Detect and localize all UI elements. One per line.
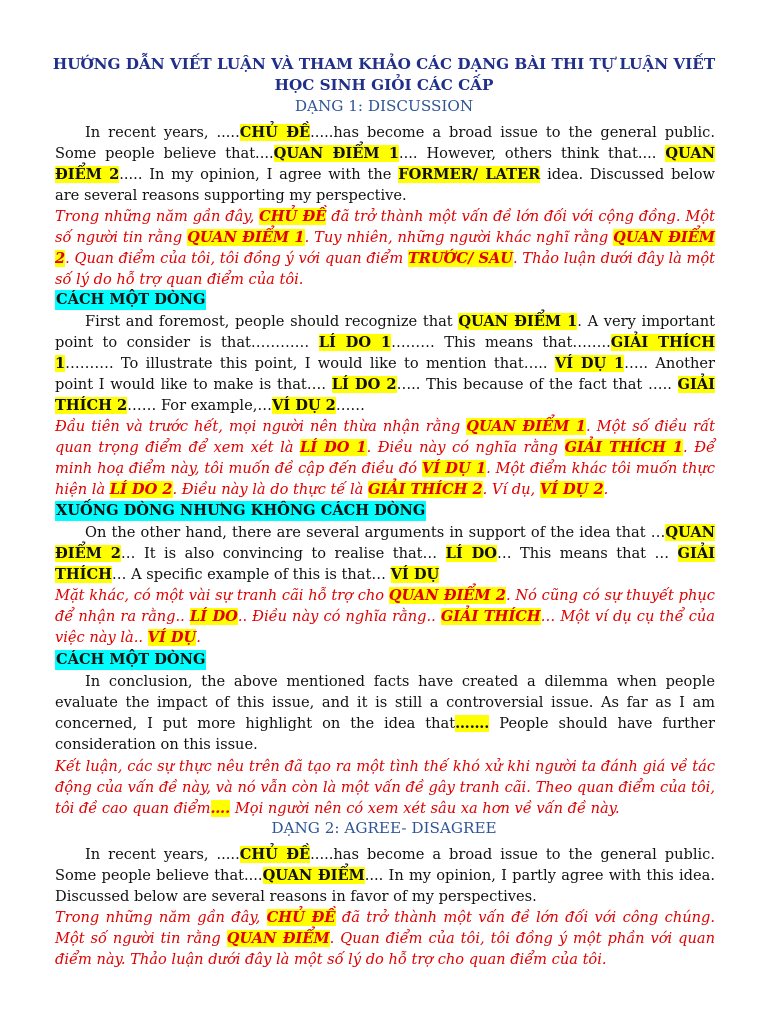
paragraph-conclusion-vn: Kết luận, các sự thực nêu trên đã tạo ra một tình thế khó xử khi người ta đánh giá về tác động của vấn đề này, và nó vẫn còn là một vấn đề gây tranh cãi. Theo quan điểm của tôi, tôi đề cao quan điểm…. Mọi người nên có xem xét sâu xa hơn về vấn đề này. bbox=[55, 757, 715, 817]
paragraph-body2-en: On the other hand, there are several arguments in support of the idea that …QUAN ĐIỂM 2… It is also convincing to realise that… LÍ DO… This means that … GIẢI THÍCH… A specific example of this is that… VÍ DỤ bbox=[55, 523, 715, 583]
highlight-view-2-body: QUAN ĐIỂM 2 bbox=[55, 523, 715, 562]
highlight-dots: ……. bbox=[455, 715, 490, 732]
highlight-example-1-vn: VÍ DỤ 1 bbox=[421, 460, 487, 477]
paragraph-body2-vn: Mặt khác, có một vài sự tranh cãi hỗ trợ cho QUAN ĐIỂM 2. Nó cũng có sự thuyết phục để nhận ra rằng.. LÍ DO.. Điều này có nghĩa rằng.. GIẢI THÍCH… Một ví dụ cụ thể của việc này là.. VÍ DỤ. bbox=[55, 586, 715, 646]
highlight-explain-vn: GIẢI THÍCH bbox=[440, 607, 541, 625]
highlight-example: VÍ DỤ bbox=[390, 566, 440, 583]
highlight-example-2-vn: VÍ DỤ 2 bbox=[539, 481, 604, 499]
paragraph-d2-intro-en: In recent years, .....CHỦ ĐỀ.....has become a broad issue to the general public. Some people believe that....QUAN ĐIỂM.... In my opinion, I partly agree with this idea. Discussed below are several reasons in favor of my perspectives. bbox=[55, 845, 715, 905]
document-title-line2: HỌC SINH GIỎI CÁC CẤP bbox=[274, 76, 494, 94]
highlight-explain-2: GIẢI THÍCH 2 bbox=[55, 376, 715, 415]
highlight-topic: CHỦ ĐỀ bbox=[239, 123, 311, 141]
section-heading-discussion: DẠNG 1: DISCUSSION bbox=[294, 97, 474, 115]
highlight-reason-1: LÍ DO 1 bbox=[318, 333, 392, 351]
highlight-view-1-vn: QUAN ĐIỂM 1 bbox=[187, 228, 305, 246]
highlight-former-later: FORMER/ LATER bbox=[398, 166, 541, 183]
highlight-view-2-body-vn: QUAN ĐIỂM 2 bbox=[388, 586, 506, 604]
highlight-before-after-vn: TRƯỚC/ SAU bbox=[407, 250, 514, 267]
highlight-view-1-body: QUAN ĐIỂM 1 bbox=[458, 312, 578, 330]
section-label-no-blank-line: XUỐNG DÒNG NHƯNG KHÔNG CÁCH DÒNG bbox=[56, 502, 426, 519]
paragraph-d2-intro-vn: Trong những năm gần đây, CHỦ ĐỀ đã trở thành một vấn đề lớn đối với công chúng. Một số người tin rằng QUAN ĐIỂM. Quan điểm của tôi, tôi đồng ý một phần với quan điểm này. Thảo luận dưới đây là một số lý do hỗ trợ cho quan điểm của tôi. bbox=[55, 908, 716, 968]
highlight-explain-1-vn: GIẢI THÍCH 1 bbox=[564, 438, 684, 456]
document-title-line1: HƯỚNG DẪN VIẾT LUẬN VÀ THAM KHẢO CÁC DẠNG BÀI THI TỰ LUẬN VIẾT bbox=[52, 55, 716, 73]
highlight-example-vn: VÍ DỤ bbox=[147, 629, 197, 646]
highlight-explain-2-vn: GIẢI THÍCH 2 bbox=[368, 481, 483, 499]
section-heading-agree-disagree: DẠNG 2: AGREE- DISAGREE bbox=[271, 819, 497, 837]
highlight-view-2-vn: QUAN ĐIỂM 2 bbox=[55, 228, 716, 267]
highlight-explain: GIẢI THÍCH bbox=[55, 544, 715, 583]
highlight-view-1: QUAN ĐIỂM 1 bbox=[273, 144, 399, 162]
highlight-reason-vn: LÍ DO bbox=[189, 607, 238, 625]
highlight-example-1: VÍ DỤ 1 bbox=[554, 355, 625, 372]
paragraph-body1-vn: Đầu tiên và trước hết, mọi người nên thừa nhận rằng QUAN ĐIỂM 1. Một số điều rất quan trọng điểm để xem xét là LÍ DO 1. Điều này có nghĩa rằng GIẢI THÍCH 1. Để minh hoạ điểm này, tôi muốn đề cập đến điều đó VÍ DỤ 1. Một điểm khác tôi muốn thực hiện là LÍ DO 2. Điều này là do thực tế là GIẢI THÍCH 2. Ví dụ, VÍ DỤ 2. bbox=[55, 417, 715, 499]
highlight-view-2: QUAN ĐIỂM 2 bbox=[55, 144, 715, 183]
highlight-d2-view-vn: QUAN ĐIỂM bbox=[226, 929, 330, 947]
highlight-d2-topic-vn: CHỦ ĐỀ bbox=[266, 908, 336, 926]
paragraph-conclusion-en: In conclusion, the above mentioned facts have created a dilemma when people evaluate the impact of this issue, and it is still a controversial issue. As far as I am concerned, I put more highlight on the idea that……. People should have further consideration on this issue. bbox=[55, 672, 715, 754]
highlight-d2-view: QUAN ĐIỂM bbox=[262, 866, 365, 884]
highlight-explain-1: GIẢI THÍCH 1 bbox=[55, 333, 715, 372]
paragraph-intro-vn: Trong những năm gần đây, CHỦ ĐỀ đã trở thành một vấn đề lớn đối với cộng đồng. Một số người tin rằng QUAN ĐIỂM 1. Tuy nhiên, những người khác nghĩ rằng QUAN ĐIỂM 2. Quan điểm của tôi, tôi đồng ý với quan điểm TRƯỚC/ SAU. Thảo luận dưới đây là một số lý do hỗ trợ quan điểm của tôi. bbox=[55, 207, 716, 289]
highlight-view-1-body-vn: QUAN ĐIỂM 1 bbox=[466, 417, 586, 435]
highlight-example-2: VÍ DỤ 2 bbox=[271, 397, 336, 415]
highlight-reason: LÍ DO bbox=[445, 544, 497, 562]
highlight-topic-vn: CHỦ ĐỀ bbox=[259, 207, 327, 225]
highlight-reason-1-vn: LÍ DO 1 bbox=[300, 438, 367, 456]
highlight-reason-2: LÍ DO 2 bbox=[331, 376, 397, 394]
section-label-blank-line-2: CÁCH MỘT DÒNG bbox=[56, 651, 206, 668]
highlight-d2-topic: CHỦ ĐỀ bbox=[239, 845, 311, 863]
paragraph-body1-en: First and foremost, people should recognize that QUAN ĐIỂM 1. A very important point to consider is that………… LÍ DO 1……… This means that……..GIẢI THÍCH 1………. To illustrate this point, I would like to mention that….. VÍ DỤ 1….. Another point I would like to make is that…. LÍ DO 2….. This because of the fact that ….. GIẢI THÍCH 2…… For example,…VÍ DỤ 2…… bbox=[55, 312, 715, 415]
section-label-blank-line-1: CÁCH MỘT DÒNG bbox=[56, 291, 206, 308]
highlight-dots-vn: …. bbox=[210, 800, 231, 817]
highlight-reason-2-vn: LÍ DO 2 bbox=[109, 481, 173, 499]
paragraph-intro-en: In recent years, .....CHỦ ĐỀ.....has become a broad issue to the general public. Some people believe that....QUAN ĐIỂM 1.... However, others think that.... QUAN ĐIỂM 2..... In my opinion, I agree with the FORMER/ LATER idea. Discussed below are several reasons supporting my perspective. bbox=[55, 123, 716, 205]
